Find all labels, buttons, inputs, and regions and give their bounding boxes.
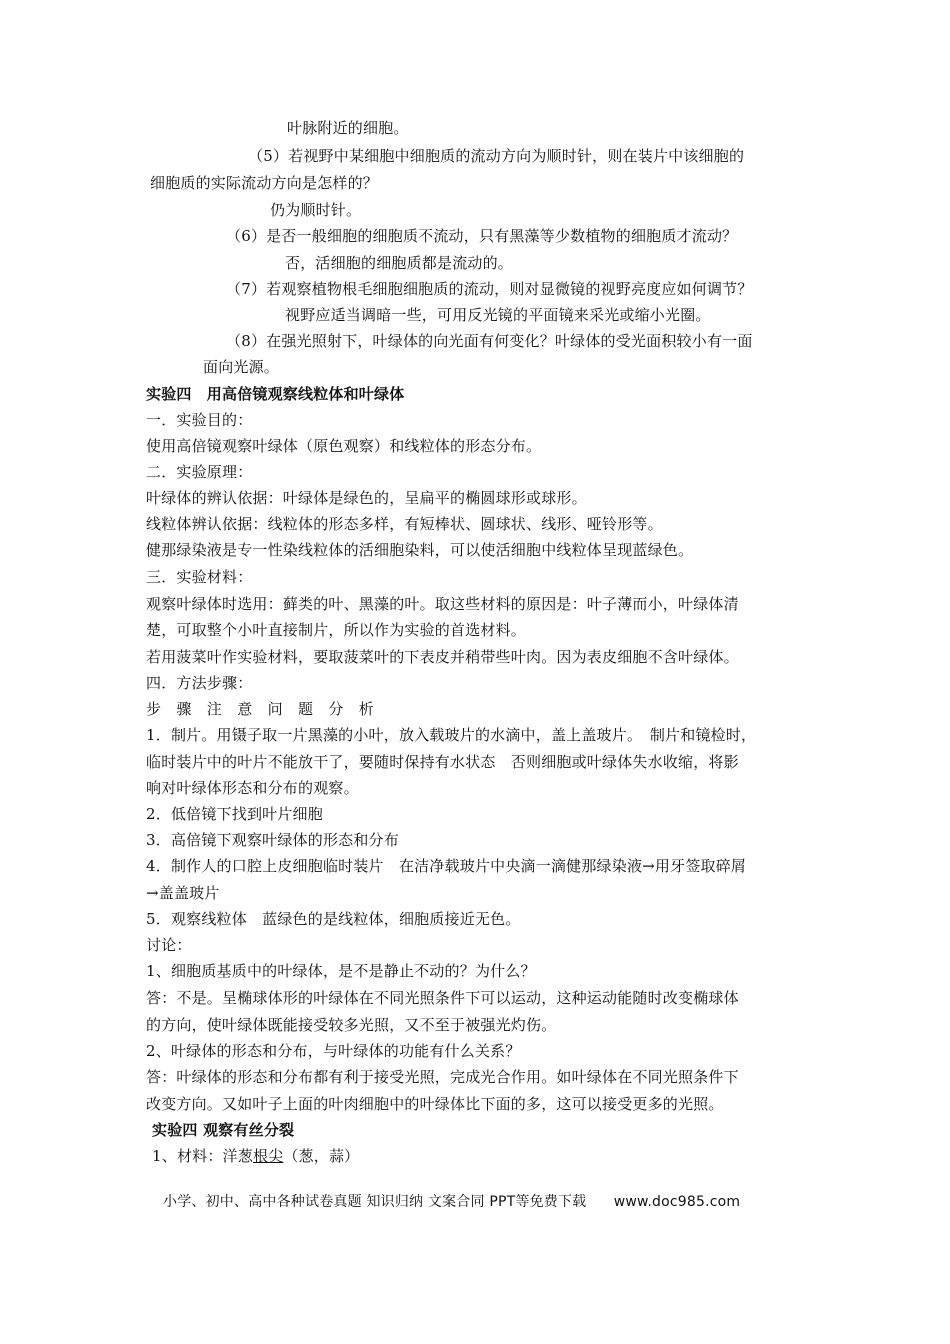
text-segment: 1、材料：洋葱 <box>152 1147 253 1165</box>
footer-text: 小学、初中、高中各种试卷真题 知识归纳 文案合同 PPT等免费下载 <box>163 1194 587 1210</box>
text-segment: （葱，蒜） <box>283 1147 360 1165</box>
text-line: 否，活细胞的细胞质都是流动的。 <box>285 254 514 272</box>
text-line: 1．制片。用镊子取一片黑藻的小叶，放入载玻片的水滴中，盖上盖玻片。 制片和镜检时， <box>146 726 757 744</box>
underlined-term: 根尖 <box>252 1147 284 1165</box>
footer-link[interactable]: www.doc985.com <box>613 1194 741 1210</box>
section-heading: 实验四 观察有丝分裂 <box>152 1121 295 1139</box>
text-line: 二．实验原理： <box>146 463 253 481</box>
text-line: 答：叶绿体的形态和分布都有利于接受光照，完成光合作用。如叶绿体在不同光照条件下 <box>146 1068 739 1086</box>
text-line: 的方向，使叶绿体既能接受较多光照，又不至于被强光灼伤。 <box>146 1016 557 1034</box>
text-line: （6）是否一般细胞的细胞质不流动，只有黑藻等少数植物的细胞质才流动？ <box>226 227 738 245</box>
text-line: 2．低倍镜下找到叶片细胞 <box>146 805 323 823</box>
text-line: 答：不是。呈椭球体形的叶绿体在不同光照条件下可以运动，这种运动能随时改变椭球体 <box>146 989 739 1007</box>
text-line: 线粒体辨认依据：线粒体的形态多样，有短棒状、圆球状、线形、哑铃形等。 <box>146 515 663 533</box>
text-line: 叶绿体的辨认依据：叶绿体是绿色的，呈扁平的椭圆球形或球形。 <box>146 489 587 507</box>
text-line <box>152 1146 359 1166</box>
text-line: 一．实验目的： <box>146 411 253 429</box>
text-line: （5）若视野中某细胞中细胞质的流动方向为顺时针，则在装片中该细胞的 <box>248 147 745 165</box>
text-line: （7）若观察植物根毛细胞细胞质的流动，则对显微镜的视野亮度应如何调节？ <box>226 280 753 298</box>
text-line: 叶脉附近的细胞。 <box>287 119 409 137</box>
text-line: 视野应适当调暗一些，可用反光镜的平面镜来采光或缩小光圈。 <box>285 306 711 324</box>
text-line: （8）在强光照射下，叶绿体的向光面有何变化？叶绿体的受光面积较小有一面 <box>226 332 753 350</box>
text-line: 观察叶绿体时选用：藓类的叶、黑藻的叶。取这些材料的原因是：叶子薄而小，叶绿体清 <box>146 595 739 613</box>
text-line: 若用菠菜叶作实验材料，要取菠菜叶的下表皮并稍带些叶肉。因为表皮细胞不含叶绿体。 <box>146 648 739 666</box>
text-line: 仍为顺时针。 <box>270 201 362 219</box>
text-line: 临时装片中的叶片不能放干了，要随时保持有水状态 否则细胞或叶绿体失水收缩，将影 <box>146 753 739 771</box>
text-line: →盖盖玻片 <box>146 884 220 902</box>
text-line: 2、叶绿体的形态和分布，与叶绿体的功能有什么关系？ <box>146 1042 521 1060</box>
text-line: 讨论： <box>146 936 192 954</box>
text-line: 面向光源。 <box>203 358 280 376</box>
text-line: 步 骤 注 意 问 题 分 析 <box>146 700 375 718</box>
text-line: 4．制作人的口腔上皮细胞临时装片 在洁净载玻片中央滴一滴健那绿染液→用牙签取碎屑 <box>146 857 747 875</box>
text-line: 使用高倍镜观察叶绿体（原色观察）和线粒体的形态分布。 <box>146 437 542 455</box>
section-heading: 实验四 用高倍镜观察线粒体和叶绿体 <box>146 385 405 403</box>
footer <box>163 1192 740 1212</box>
text-line: 细胞质的实际流动方向是怎样的？ <box>150 174 379 192</box>
text-line: 三．实验材料： <box>146 568 253 586</box>
text-line: 健那绿染液是专一性染线粒体的活细胞染料，可以使活细胞中线粒体呈现蓝绿色。 <box>146 541 694 559</box>
text-line: 1、细胞质基质中的叶绿体，是不是静止不动的？为什么？ <box>146 962 536 980</box>
text-line: 四．方法步骤： <box>146 674 253 692</box>
text-line: 响对叶绿体形态和分布的观察。 <box>146 779 359 797</box>
text-line: 楚，可取整个小叶直接制片，所以作为实验的首选材料。 <box>146 621 527 639</box>
text-line: 改变方向。又如叶子上面的叶肉细胞中的叶绿体比下面的多，这可以接受更多的光照。 <box>146 1095 724 1113</box>
text-line: 5．观察线粒体 蓝绿色的是线粒体，细胞质接近无色。 <box>146 910 521 928</box>
text-line: 3．高倍镜下观察叶绿体的形态和分布 <box>146 831 399 849</box>
